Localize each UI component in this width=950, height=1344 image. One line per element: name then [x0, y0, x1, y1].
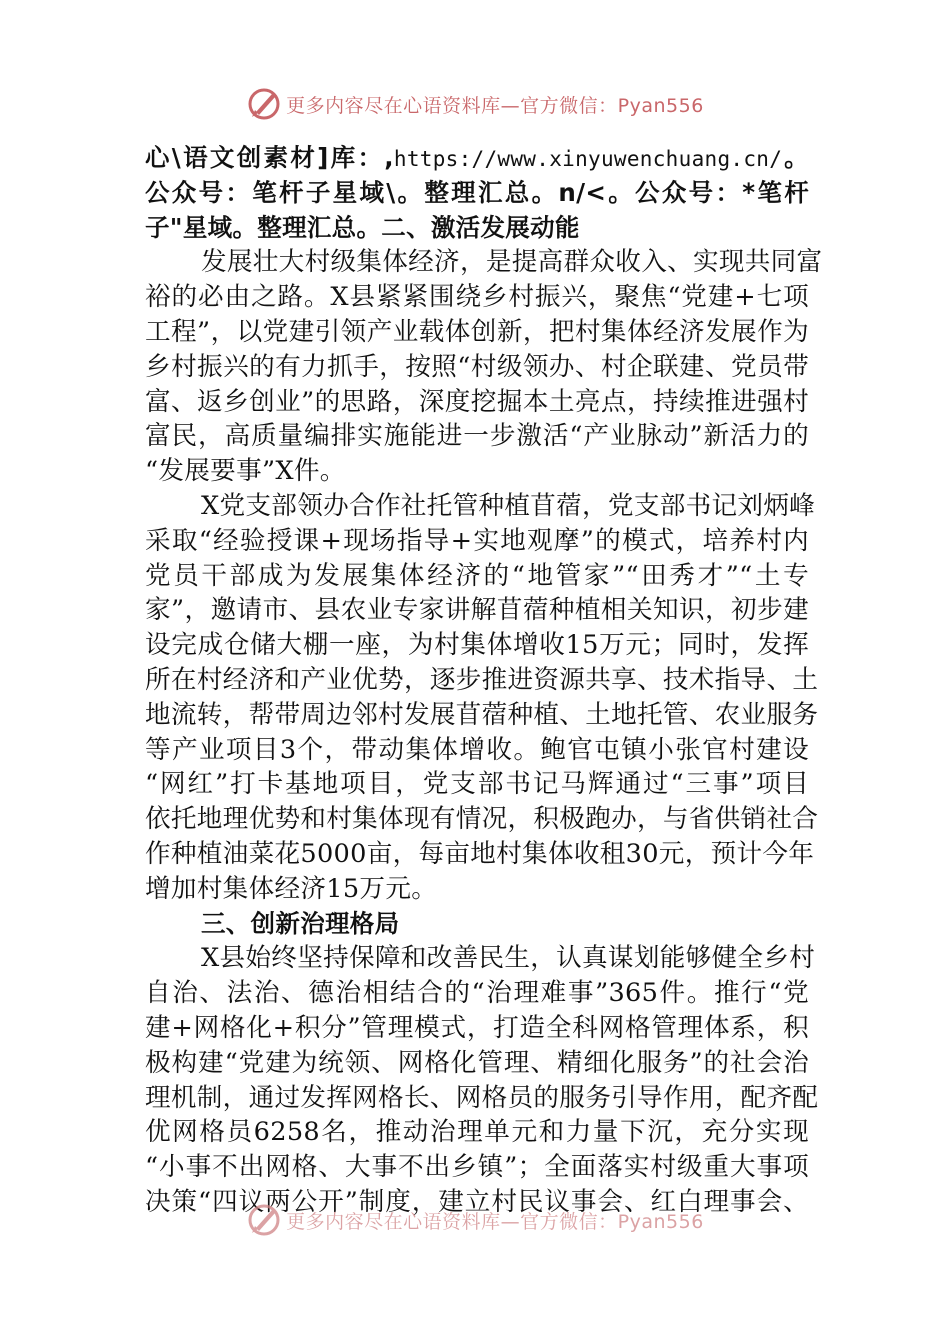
paragraph-line: “发展要事”X件。 — [145, 456, 346, 487]
paragraph-line: 自治、法治、德治相结合的“治理难事”365件。推行“党 — [145, 978, 809, 1009]
header-line-3: 子"星域。整理汇总。二、激活发展动能 — [145, 212, 580, 242]
paragraph-line: 裕的必由之路。X县紧紧围绕乡村振兴，聚焦“党建+七项 — [145, 282, 809, 313]
paragraph-1 — [145, 245, 823, 489]
document-body — [145, 141, 823, 1220]
paragraph-line: 决策“四议两公开”制度，建立村民议事会、红白理事会、 — [145, 1186, 809, 1217]
header-line-2: 公众号：笔杆子星域\。整理汇总。n/<。公众号：*笔杆 — [145, 177, 809, 207]
paragraph-line: 采取“经验授课+现场指导+实地观摩”的模式，培养村内 — [145, 525, 809, 556]
paragraph-line: 发展壮大村级集体经济，是提高群众收入、实现共同富 — [201, 247, 823, 278]
watermark-text: 更多内容尽在心语资料库—官方微信：Pyan556 — [286, 94, 704, 117]
watermark-header — [0, 84, 950, 124]
pen-logo-icon — [246, 86, 282, 122]
paragraph-3 — [145, 941, 819, 1219]
paragraph-line: 作种植油菜花5000亩，每亩地村集体收租30元，预计今年 — [145, 838, 815, 869]
paragraph-line: 党员干部成为发展集体经济的“地管家”“田秀才”“土专 — [145, 560, 809, 591]
paragraph-line: 家”，邀请市、县农业专家讲解苜蓿种植相关知识，初步建 — [145, 595, 809, 626]
paragraph-line: 理机制，通过发挥网格长、网格员的服务引导作用，配齐配 — [145, 1082, 819, 1113]
watermark-text: 更多内容尽在心语资料库—官方微信：Pyan556 — [286, 1210, 704, 1233]
paragraph-line: 等产业项目3个，带动集体增收。鲍官屯镇小张官村建设 — [145, 734, 809, 765]
paragraph-line: 优网格员6258名，推动治理单元和力量下沉，充分实现 — [145, 1117, 809, 1148]
paragraph-line: “小事不出网格、大事不出乡镇”；全面落实村级重大事项 — [145, 1152, 809, 1183]
paragraph-line: 乡村振兴的有力抓手，按照“村级领办、村企联建、党员带 — [145, 351, 809, 382]
paragraph-line: X党支部领办合作社托管种植苜蓿，党支部书记刘炳峰 — [201, 490, 816, 521]
paragraph-line: 富、返乡创业”的思路，深度挖掘本土亮点，持续推进强村 — [145, 386, 809, 417]
section-heading-3: 三、创新治理格局 — [201, 908, 400, 938]
website-url: https://www.xinyuwenchuang.cn/ — [393, 147, 783, 171]
paragraph-line: 依托地理优势和村集体现有情况，积极跑办，与省供销社合 — [145, 804, 819, 835]
paragraph-line: X县始终坚持保障和改善民生，认真谋划能够健全乡村 — [201, 943, 816, 974]
watermark-footer — [0, 1200, 950, 1240]
paragraph-line: 极构建“党建为统领、网格化管理、精细化服务”的社会治 — [145, 1047, 809, 1078]
header-line-1: 心\语文创素材]库：,https://www.xinyuwenchuang.cn/。 — [145, 143, 809, 172]
paragraph-line: 增加村集体经济15万元。 — [145, 873, 438, 904]
paragraph-2 — [145, 489, 819, 907]
paragraph-line: 设完成仓储大棚一座，为村集体增收15万元；同时，发挥 — [145, 630, 809, 661]
paragraph-line: “网红”打卡基地项目，党支部书记马辉通过“三事”项目 — [145, 769, 809, 800]
paragraph-line: 工程”，以党建引领产业载体创新，把村集体经济发展作为 — [145, 316, 809, 347]
pen-logo-icon — [246, 1202, 282, 1238]
paragraph-line: 富民，高质量编排实施能进一步激活“产业脉动”新活力的 — [145, 421, 809, 452]
paragraph-line: 建+网格化+积分”管理模式，打造全科网格管理体系，积 — [145, 1012, 809, 1043]
paragraph-line: 所在村经济和产业优势，逐步推进资源共享、技术指导、土 — [145, 664, 819, 695]
paragraph-line: 地流转，帮带周边邻村发展苜蓿种植、土地托管、农业服务 — [145, 699, 819, 730]
